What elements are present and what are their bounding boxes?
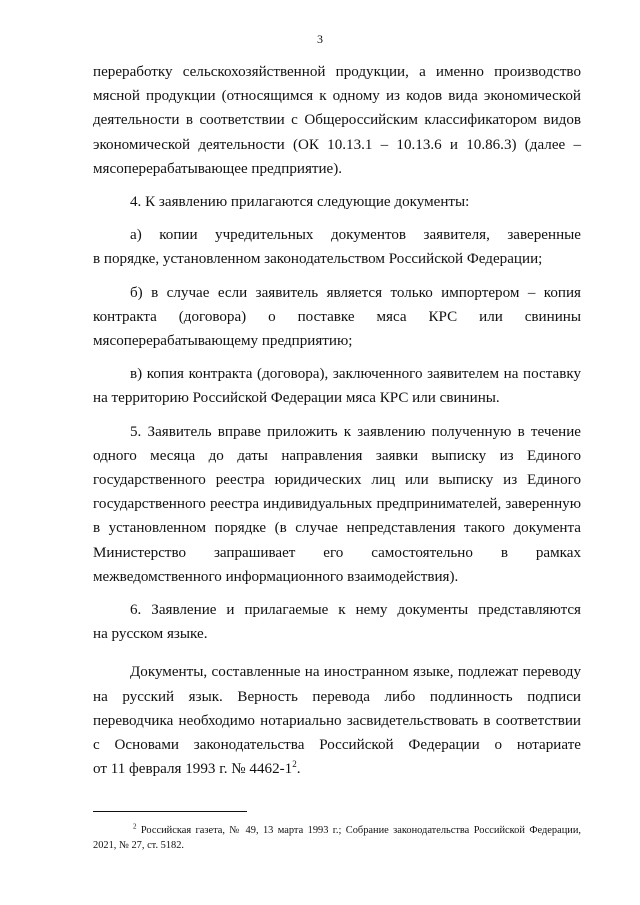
paragraph-continuation [93, 60, 581, 181]
footnote-line: 2021, № 27, ст. 5182. [93, 840, 185, 851]
footnote-line [93, 823, 581, 838]
text-line: с Основами законодательства Российской Федерации о нотариате [93, 737, 581, 754]
paragraph-item-6 [93, 598, 581, 646]
text-line: государственного реестра индивидуальных предпринимателей, заверенную [93, 496, 581, 513]
text-line: 4. К заявлению прилагаются следующие документы: [130, 194, 470, 211]
text-segment: от 11 февраля 1993 г. № 4462-1 [93, 761, 293, 778]
text-segment: . [296, 761, 301, 778]
paragraph-translation [93, 660, 581, 781]
text-line: а) копии учредительных документов заявителя, заверенные [130, 227, 581, 244]
footnote-text: Российская газета, № 49, 13 марта 1993 г.; Собрание законодательства Российской Федерации, [136, 825, 581, 836]
text-line: в установленном порядке (в случае непредставления такого документа [93, 520, 581, 537]
paragraph-item-4a [93, 223, 581, 271]
text-line: б) в случае если заявитель является только импортером – копия [130, 284, 581, 301]
paragraph-item-5 [93, 420, 581, 589]
text-line: мясной продукции (относящимся к одному из кодов вида экономической [93, 88, 581, 105]
text-line: Документы, составленные на иностранном языке, подлежат переводу [130, 664, 581, 681]
text-line: 6. Заявление и прилагаемые к нему документы представляются [130, 602, 581, 619]
text-line: Министерство запрашивает его самостоятельно в рамках [93, 544, 581, 561]
footnote-marker: 2 [133, 822, 137, 831]
text-line: в порядке, установленном законодательством Российской Федерации; [93, 251, 543, 268]
paragraph-item-4c [93, 362, 581, 410]
paragraph-item-4b [93, 281, 581, 354]
footnote [93, 823, 581, 853]
footnote-reference: 2 [292, 759, 297, 770]
text-line: контракта (договора) о поставке мяса КРС или свинины [93, 308, 581, 325]
text-line: экономической деятельности (ОК 10.13.1 – 10.13.6 и 10.86.3) (далее – [93, 136, 581, 153]
text-line: одного месяца до даты направления заявки выписку из Единого [93, 447, 581, 464]
text-line: межведомственного информационного взаимодействия). [93, 568, 459, 585]
body-text [93, 60, 581, 781]
text-line: деятельности в соответствии с Общероссийским классификатором видов [93, 112, 581, 129]
text-line: мясоперерабатывающее предприятие). [93, 160, 343, 177]
paragraph-item-4 [93, 190, 581, 214]
text-line: в) копия контракта (договора), заключенного заявителем на поставку [130, 366, 581, 383]
text-line: мясоперерабатывающему предприятию; [93, 333, 353, 350]
text-line: на русском языке. [93, 626, 208, 643]
text-line: на территорию Российской Федерации мяса КРС или свинины. [93, 390, 500, 407]
text-line: на русский язык. Верность перевода либо подлинность подписи [93, 688, 581, 705]
footnote-divider [93, 811, 247, 812]
text-line: переводчика необходимо нотариально засвидетельствовать в соответствии [93, 712, 581, 729]
text-line: государственного реестра юридических лиц или выписку из Единого [93, 472, 581, 489]
text-line: 5. Заявитель вправе приложить к заявлению полученную в течение [130, 423, 581, 440]
page-number: 3 [317, 32, 323, 46]
text-line [93, 757, 581, 781]
text-line: переработку сельскохозяйственной продукции, а именно производство [93, 64, 581, 80]
